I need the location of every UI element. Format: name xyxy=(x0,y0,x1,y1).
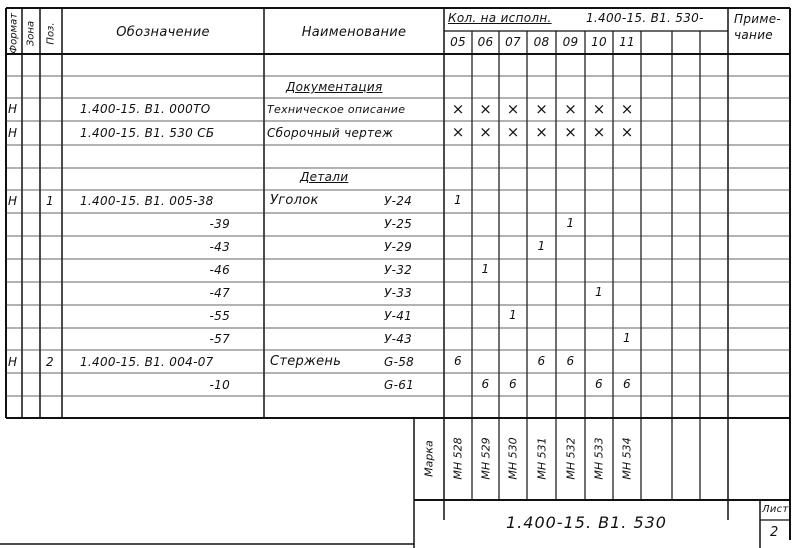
row-designation: -43 xyxy=(209,240,230,254)
mark-code: МН 528 xyxy=(451,437,465,480)
col-note-header-1: Приме- xyxy=(734,12,782,26)
section-documentation: Документация xyxy=(286,80,383,94)
row-mark: У-41 xyxy=(384,309,413,323)
marka-label: Марка xyxy=(422,440,436,477)
row-designation: -55 xyxy=(209,309,230,323)
quantity-cell: 6 xyxy=(454,354,462,368)
row-mark: G-58 xyxy=(384,355,415,369)
applicability-mark: × xyxy=(479,100,492,118)
row-designation: -46 xyxy=(209,263,230,277)
variant-header: 11 xyxy=(619,35,635,49)
col-name-header: Наименование xyxy=(301,25,407,40)
col-pos-header: Поз. xyxy=(45,22,57,45)
mark-code: МН 530 xyxy=(506,437,520,480)
quantity-cell: 1 xyxy=(623,331,631,345)
row-designation: 1.400-15. В1. 000ТО xyxy=(80,102,211,116)
row-mark: У-25 xyxy=(384,217,413,231)
quantity-cell: 1 xyxy=(454,193,462,207)
quantity-cell: 6 xyxy=(566,354,575,368)
variant-header: 07 xyxy=(505,35,521,49)
row-name: Сборочный чертеж xyxy=(267,126,394,140)
applicability-mark: × xyxy=(535,100,548,118)
applicability-mark: × xyxy=(535,123,548,141)
row-designation: -39 xyxy=(209,217,230,231)
variant-header: 09 xyxy=(562,35,579,49)
quantity-cell: 6 xyxy=(623,377,631,391)
variant-header: 08 xyxy=(533,35,550,49)
row-format: Н xyxy=(8,102,18,116)
row-name: Уголок xyxy=(270,193,319,208)
quantity-cell: 6 xyxy=(481,377,490,391)
row-mark: У-24 xyxy=(384,194,413,208)
quantity-cell: 1 xyxy=(481,262,490,276)
col-zone-header: Зона xyxy=(25,20,37,47)
quantity-cell: 1 xyxy=(509,308,517,322)
mark-code: МН 531 xyxy=(535,437,549,480)
variant-header: 05 xyxy=(450,35,466,49)
col-designation-header: Обозначение xyxy=(116,25,210,40)
row-position: 1 xyxy=(46,194,54,208)
quantity-cell: 1 xyxy=(595,285,603,299)
col-qty-base: 1.400-15. В1. 530- xyxy=(586,11,704,25)
mark-code: МН 532 xyxy=(564,437,578,480)
row-mark: У-33 xyxy=(384,286,413,300)
applicability-mark: × xyxy=(506,100,520,118)
row-format: Н xyxy=(8,194,18,208)
document-code: 1.400-15. В1. 530 xyxy=(506,513,667,532)
applicability-mark: × xyxy=(451,123,465,141)
col-note-header-2: чание xyxy=(734,28,773,42)
quantity-cell: 6 xyxy=(509,377,517,391)
applicability-mark: × xyxy=(564,123,577,141)
row-designation: 1.400-15. В1. 005-38 xyxy=(80,194,214,208)
col-qty-header: Кол. на исполн. xyxy=(448,11,552,25)
applicability-mark: × xyxy=(564,100,577,118)
variant-header: 10 xyxy=(591,35,607,49)
quantity-cell: 6 xyxy=(595,377,603,391)
row-mark: У-43 xyxy=(384,332,413,346)
col-format-header: Формат xyxy=(8,12,20,54)
mark-code: МН 529 xyxy=(479,437,493,480)
row-mark: G-61 xyxy=(384,378,415,392)
sheet-number: 2 xyxy=(770,525,779,540)
row-designation: -47 xyxy=(209,286,230,300)
row-designation: 1.400-15. В1. 004-07 xyxy=(80,355,214,369)
quantity-cell: 6 xyxy=(537,354,546,368)
row-position: 2 xyxy=(46,355,54,369)
row-mark: У-29 xyxy=(384,240,413,254)
applicability-mark: × xyxy=(620,100,634,118)
applicability-mark: × xyxy=(479,123,492,141)
mark-code: МН 534 xyxy=(620,437,634,480)
row-designation: -10 xyxy=(209,378,230,392)
row-mark: У-32 xyxy=(384,263,413,277)
section-parts: Детали xyxy=(300,170,349,184)
applicability-mark: × xyxy=(592,123,606,141)
applicability-mark: × xyxy=(592,100,606,118)
quantity-cell: 1 xyxy=(566,216,575,230)
row-name: Техническое описание xyxy=(267,103,406,116)
quantity-cell: 1 xyxy=(537,239,546,253)
variant-header: 06 xyxy=(477,35,494,49)
row-format: Н xyxy=(8,126,18,140)
mark-code: МН 533 xyxy=(592,437,606,480)
row-name: Стержень xyxy=(270,354,342,369)
sheet-label: Лист xyxy=(762,504,789,515)
row-designation: -57 xyxy=(209,332,230,346)
applicability-mark: × xyxy=(451,100,465,118)
row-designation: 1.400-15. В1. 530 СБ xyxy=(80,126,215,140)
applicability-mark: × xyxy=(620,123,634,141)
applicability-mark: × xyxy=(506,123,520,141)
row-format: Н xyxy=(8,355,18,369)
